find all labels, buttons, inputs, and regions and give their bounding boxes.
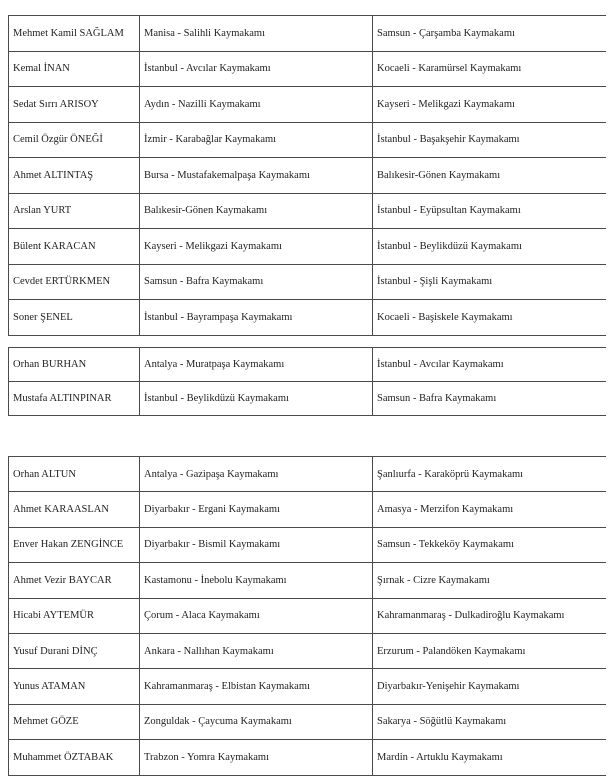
name-cell: Muhammet ÖZTABAK <box>9 740 140 775</box>
current-post-cell: Kastamonu - İnebolu Kaymakamı <box>140 563 373 598</box>
new-post-cell: Samsun - Bafra Kaymakamı <box>373 382 606 416</box>
name-cell: Ahmet Vezir BAYCAR <box>9 563 140 598</box>
table-row <box>9 704 606 739</box>
current-post-cell: Bursa - Mustafakemalpaşa Kaymakamı <box>140 158 373 194</box>
table-row <box>9 193 606 229</box>
name-cell: Cemil Özgür ÖNEĞİ <box>9 122 140 158</box>
name-cell: Yusuf Durani DİNÇ <box>9 633 140 668</box>
new-post-cell: Kocaeli - Başiskele Kaymakamı <box>373 300 606 336</box>
current-post-cell: Ankara - Nallıhan Kaymakamı <box>140 633 373 668</box>
current-post-cell: Antalya - Muratpaşa Kaymakamı <box>140 348 373 382</box>
table-row <box>9 563 606 598</box>
current-post-cell: Diyarbakır - Bismil Kaymakamı <box>140 527 373 562</box>
new-post-cell: Amasya - Merzifon Kaymakamı <box>373 492 606 527</box>
name-cell: Mehmet Kamil SAĞLAM <box>9 16 140 52</box>
name-cell: Mustafa ALTINPINAR <box>9 382 140 416</box>
table-row <box>9 348 606 382</box>
table-row <box>9 527 606 562</box>
table-row <box>9 229 606 265</box>
name-cell: Soner ŞENEL <box>9 300 140 336</box>
name-cell: Orhan ALTUN <box>9 457 140 492</box>
current-post-cell: Samsun - Bafra Kaymakamı <box>140 264 373 300</box>
current-post-cell: Aydın - Nazilli Kaymakamı <box>140 87 373 123</box>
new-post-cell: İstanbul - Şişli Kaymakamı <box>373 264 606 300</box>
new-post-cell: İstanbul - Başakşehir Kaymakamı <box>373 122 606 158</box>
table-row <box>9 16 606 52</box>
name-cell: Arslan YURT <box>9 193 140 229</box>
name-cell: Sedat Sırrı ARISOY <box>9 87 140 123</box>
current-post-cell: Kahramanmaraş - Elbistan Kaymakamı <box>140 669 373 704</box>
current-post-cell: Manisa - Salihli Kaymakamı <box>140 16 373 52</box>
table-row <box>9 51 606 87</box>
current-post-cell: İzmir - Karabağlar Kaymakamı <box>140 122 373 158</box>
appointment-table-3 <box>8 456 605 776</box>
new-post-cell: Balıkesir-Gönen Kaymakamı <box>373 158 606 194</box>
current-post-cell: Diyarbakır - Ergani Kaymakamı <box>140 492 373 527</box>
table-row <box>9 598 606 633</box>
appointment-table-1 <box>8 15 605 336</box>
new-post-cell: Samsun - Çarşamba Kaymakamı <box>373 16 606 52</box>
name-cell: Mehmet GÖZE <box>9 704 140 739</box>
table-row <box>9 382 606 416</box>
current-post-cell: İstanbul - Bayrampaşa Kaymakamı <box>140 300 373 336</box>
current-post-cell: Antalya - Gazipaşa Kaymakamı <box>140 457 373 492</box>
name-cell: Cevdet ERTÜRKMEN <box>9 264 140 300</box>
table-row <box>9 87 606 123</box>
current-post-cell: Balıkesir-Gönen Kaymakamı <box>140 193 373 229</box>
current-post-cell: Çorum - Alaca Kaymakamı <box>140 598 373 633</box>
name-cell: Orhan BURHAN <box>9 348 140 382</box>
current-post-cell: İstanbul - Avcılar Kaymakamı <box>140 51 373 87</box>
table-row <box>9 740 606 775</box>
new-post-cell: Şırnak - Cizre Kaymakamı <box>373 563 606 598</box>
new-post-cell: Kocaeli - Karamürsel Kaymakamı <box>373 51 606 87</box>
table-row <box>9 669 606 704</box>
new-post-cell: İstanbul - Beylikdüzü Kaymakamı <box>373 229 606 265</box>
current-post-cell: Zonguldak - Çaycuma Kaymakamı <box>140 704 373 739</box>
new-post-cell: Diyarbakır-Yenişehir Kaymakamı <box>373 669 606 704</box>
name-cell: Ahmet KARAASLAN <box>9 492 140 527</box>
name-cell: Kemal İNAN <box>9 51 140 87</box>
new-post-cell: İstanbul - Avcılar Kaymakamı <box>373 348 606 382</box>
name-cell: Hicabi AYTEMÜR <box>9 598 140 633</box>
appointment-table-2 <box>8 347 605 416</box>
table-row <box>9 457 606 492</box>
new-post-cell: Kahramanmaraş - Dulkadiroğlu Kaymakamı <box>373 598 606 633</box>
current-post-cell: İstanbul - Beylikdüzü Kaymakamı <box>140 382 373 416</box>
new-post-cell: Şanlıurfa - Karaköprü Kaymakamı <box>373 457 606 492</box>
new-post-cell: Erzurum - Palandöken Kaymakamı <box>373 633 606 668</box>
name-cell: Yunus ATAMAN <box>9 669 140 704</box>
table-row <box>9 300 606 336</box>
new-post-cell: Sakarya - Söğütlü Kaymakamı <box>373 704 606 739</box>
current-post-cell: Kayseri - Melikgazi Kaymakamı <box>140 229 373 265</box>
table-row <box>9 633 606 668</box>
current-post-cell: Trabzon - Yomra Kaymakamı <box>140 740 373 775</box>
table-row <box>9 158 606 194</box>
name-cell: Bülent KARACAN <box>9 229 140 265</box>
name-cell: Enver Hakan ZENGİNCE <box>9 527 140 562</box>
new-post-cell: Mardin - Artuklu Kaymakamı <box>373 740 606 775</box>
table-row <box>9 264 606 300</box>
table-row <box>9 122 606 158</box>
name-cell: Ahmet ALTINTAŞ <box>9 158 140 194</box>
new-post-cell: İstanbul - Eyüpsultan Kaymakamı <box>373 193 606 229</box>
new-post-cell: Kayseri - Melikgazi Kaymakamı <box>373 87 606 123</box>
new-post-cell: Samsun - Tekkeköy Kaymakamı <box>373 527 606 562</box>
table-row <box>9 492 606 527</box>
